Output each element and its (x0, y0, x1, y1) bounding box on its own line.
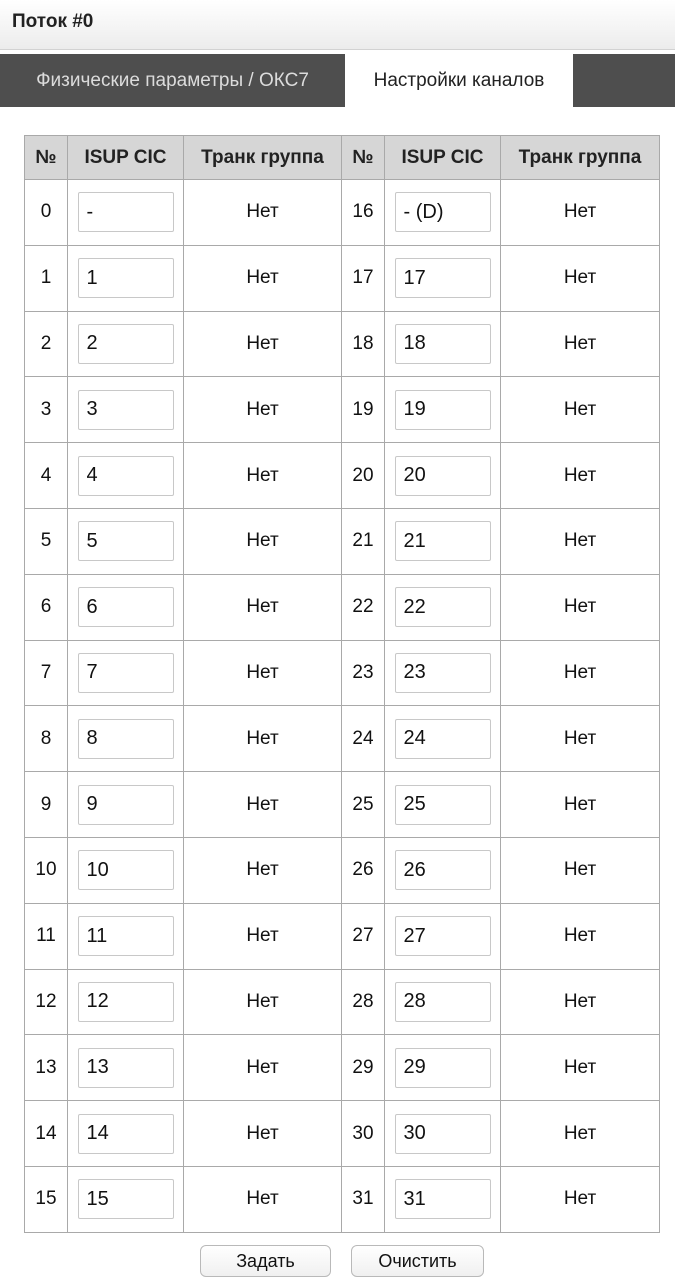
isup-cic-cell-left (68, 1166, 184, 1232)
channel-number-right: 19 (342, 377, 385, 443)
table-row (25, 180, 660, 246)
trunk-group-left: Нет (184, 180, 342, 246)
trunk-group-left: Нет (184, 772, 342, 838)
isup-cic-cell-right (385, 443, 501, 509)
trunk-group-right: Нет (501, 1035, 660, 1101)
channel-number-right: 30 (342, 1101, 385, 1167)
trunk-group-right: Нет (501, 245, 660, 311)
channel-number-left: 12 (25, 969, 68, 1035)
channel-number-right: 22 (342, 574, 385, 640)
isup-cic-cell-right (385, 574, 501, 640)
table-body (25, 180, 660, 1233)
col-header-cic-right: ISUP CIC (385, 136, 501, 180)
isup-cic-input[interactable] (395, 324, 491, 364)
table-row (25, 245, 660, 311)
channel-number-left: 14 (25, 1101, 68, 1167)
channel-number-left: 11 (25, 903, 68, 969)
trunk-group-left: Нет (184, 508, 342, 574)
col-header-cic-left: ISUP CIC (68, 136, 184, 180)
trunk-group-left: Нет (184, 443, 342, 509)
channel-number-right: 20 (342, 443, 385, 509)
channel-number-right: 23 (342, 640, 385, 706)
isup-cic-cell-left (68, 640, 184, 706)
isup-cic-input[interactable] (78, 324, 174, 364)
channel-number-right: 17 (342, 245, 385, 311)
channel-number-left: 1 (25, 245, 68, 311)
trunk-group-left: Нет (184, 640, 342, 706)
isup-cic-input[interactable] (78, 1048, 174, 1088)
trunk-group-right: Нет (501, 903, 660, 969)
channel-number-left: 13 (25, 1035, 68, 1101)
channel-number-left: 7 (25, 640, 68, 706)
table-row (25, 772, 660, 838)
clear-button[interactable]: Очистить (351, 1245, 484, 1277)
isup-cic-input[interactable] (78, 653, 174, 693)
channel-number-right: 21 (342, 508, 385, 574)
action-buttons (0, 1245, 675, 1277)
table-row (25, 969, 660, 1035)
isup-cic-cell-right (385, 837, 501, 903)
isup-cic-input[interactable] (78, 719, 174, 759)
isup-cic-input[interactable] (395, 785, 491, 825)
table-row (25, 508, 660, 574)
isup-cic-input[interactable] (395, 1048, 491, 1088)
isup-cic-cell-left (68, 969, 184, 1035)
table-row (25, 574, 660, 640)
trunk-group-right: Нет (501, 837, 660, 903)
set-button[interactable]: Задать (200, 1245, 331, 1277)
isup-cic-cell-left (68, 180, 184, 246)
channel-number-left: 8 (25, 706, 68, 772)
isup-cic-cell-left (68, 903, 184, 969)
isup-cic-input[interactable] (78, 390, 174, 430)
trunk-group-left: Нет (184, 837, 342, 903)
trunk-group-right: Нет (501, 772, 660, 838)
isup-cic-input[interactable] (78, 1179, 174, 1219)
channel-number-right: 31 (342, 1166, 385, 1232)
table-row (25, 903, 660, 969)
isup-cic-cell-right (385, 640, 501, 706)
isup-cic-input[interactable] (395, 192, 491, 232)
isup-cic-input[interactable] (395, 982, 491, 1022)
table-row (25, 1166, 660, 1232)
trunk-group-right: Нет (501, 706, 660, 772)
trunk-group-left: Нет (184, 903, 342, 969)
isup-cic-cell-left (68, 837, 184, 903)
title-bar (0, 0, 675, 50)
isup-cic-cell-left (68, 377, 184, 443)
isup-cic-cell-right (385, 508, 501, 574)
isup-cic-input[interactable] (78, 785, 174, 825)
channel-number-left: 3 (25, 377, 68, 443)
trunk-group-right: Нет (501, 311, 660, 377)
isup-cic-cell-left (68, 772, 184, 838)
channel-number-left: 15 (25, 1166, 68, 1232)
trunk-group-right: Нет (501, 377, 660, 443)
isup-cic-input[interactable] (78, 850, 174, 890)
isup-cic-input[interactable] (395, 456, 491, 496)
isup-cic-input[interactable] (395, 521, 491, 561)
table-header-row (25, 136, 660, 180)
isup-cic-cell-right (385, 245, 501, 311)
isup-cic-input[interactable] (395, 587, 491, 627)
col-header-trunk-right: Транк группа (501, 136, 660, 180)
isup-cic-input[interactable] (395, 653, 491, 693)
channel-number-left: 6 (25, 574, 68, 640)
table-row (25, 837, 660, 903)
trunk-group-left: Нет (184, 574, 342, 640)
tab-channel-settings[interactable]: Настройки каналов (345, 54, 573, 107)
trunk-group-left: Нет (184, 311, 342, 377)
isup-cic-input[interactable] (395, 1179, 491, 1219)
trunk-group-left: Нет (184, 377, 342, 443)
table-row (25, 443, 660, 509)
isup-cic-cell-right (385, 1166, 501, 1232)
isup-cic-input[interactable] (395, 916, 491, 956)
isup-cic-input[interactable] (78, 456, 174, 496)
isup-cic-cell-right (385, 772, 501, 838)
isup-cic-cell-right (385, 1035, 501, 1101)
trunk-group-left: Нет (184, 245, 342, 311)
isup-cic-input[interactable] (78, 916, 174, 956)
trunk-group-left: Нет (184, 706, 342, 772)
isup-cic-input[interactable] (78, 192, 174, 232)
channels-table (24, 135, 660, 1233)
isup-cic-cell-right (385, 180, 501, 246)
isup-cic-cell-left (68, 443, 184, 509)
trunk-group-right: Нет (501, 1101, 660, 1167)
table-row (25, 640, 660, 706)
isup-cic-input[interactable] (395, 1114, 491, 1154)
trunk-group-right: Нет (501, 1166, 660, 1232)
channel-number-left: 10 (25, 837, 68, 903)
isup-cic-input[interactable] (395, 719, 491, 759)
isup-cic-input[interactable] (78, 587, 174, 627)
channel-number-right: 29 (342, 1035, 385, 1101)
isup-cic-cell-right (385, 969, 501, 1035)
channel-number-right: 26 (342, 837, 385, 903)
isup-cic-cell-left (68, 706, 184, 772)
trunk-group-right: Нет (501, 508, 660, 574)
isup-cic-cell-right (385, 311, 501, 377)
isup-cic-cell-left (68, 311, 184, 377)
channel-number-left: 4 (25, 443, 68, 509)
isup-cic-cell-left (68, 574, 184, 640)
isup-cic-input[interactable] (395, 390, 491, 430)
isup-cic-cell-left (68, 1101, 184, 1167)
table-row (25, 1101, 660, 1167)
isup-cic-cell-right (385, 706, 501, 772)
trunk-group-right: Нет (501, 969, 660, 1035)
col-header-trunk-left: Транк группа (184, 136, 342, 180)
isup-cic-input[interactable] (78, 521, 174, 561)
channel-number-left: 5 (25, 508, 68, 574)
channel-number-left: 2 (25, 311, 68, 377)
isup-cic-input[interactable] (395, 258, 491, 298)
table-row (25, 706, 660, 772)
table-row (25, 377, 660, 443)
channel-number-right: 18 (342, 311, 385, 377)
tab-bar (0, 54, 675, 107)
isup-cic-input[interactable] (78, 1114, 174, 1154)
channel-number-right: 24 (342, 706, 385, 772)
isup-cic-cell-left (68, 1035, 184, 1101)
isup-cic-input[interactable] (78, 258, 174, 298)
isup-cic-input[interactable] (395, 850, 491, 890)
table-row (25, 1035, 660, 1101)
table-row (25, 311, 660, 377)
trunk-group-left: Нет (184, 1101, 342, 1167)
trunk-group-left: Нет (184, 969, 342, 1035)
channel-number-left: 0 (25, 180, 68, 246)
channel-number-left: 9 (25, 772, 68, 838)
channel-number-right: 28 (342, 969, 385, 1035)
isup-cic-input[interactable] (78, 982, 174, 1022)
isup-cic-cell-left (68, 245, 184, 311)
isup-cic-cell-right (385, 377, 501, 443)
tab-physical-params[interactable]: Физические параметры / ОКС7 (0, 54, 345, 107)
trunk-group-right: Нет (501, 574, 660, 640)
channel-number-right: 27 (342, 903, 385, 969)
col-header-num-right: № (342, 136, 385, 180)
channel-number-right: 25 (342, 772, 385, 838)
page-title: Поток #0 (12, 11, 94, 32)
isup-cic-cell-right (385, 903, 501, 969)
trunk-group-left: Нет (184, 1035, 342, 1101)
trunk-group-right: Нет (501, 640, 660, 706)
isup-cic-cell-left (68, 508, 184, 574)
col-header-num-left: № (25, 136, 68, 180)
isup-cic-cell-right (385, 1101, 501, 1167)
trunk-group-right: Нет (501, 180, 660, 246)
trunk-group-left: Нет (184, 1166, 342, 1232)
channel-number-right: 16 (342, 180, 385, 246)
trunk-group-right: Нет (501, 443, 660, 509)
